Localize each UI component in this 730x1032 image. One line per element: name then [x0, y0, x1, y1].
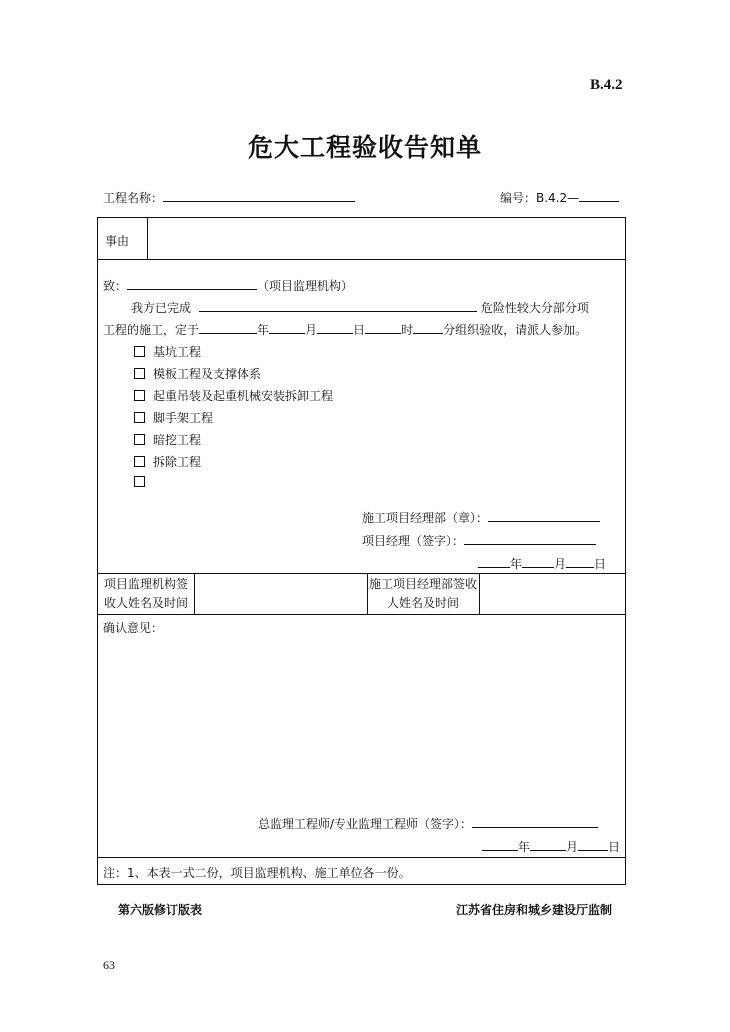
checkbox-item[interactable]	[134, 431, 201, 448]
schedule-row	[103, 321, 587, 338]
schedule-minute-field[interactable]	[413, 321, 443, 334]
schedule-day-field[interactable]	[317, 321, 353, 334]
checkbox[interactable]	[134, 346, 145, 357]
checkbox-label: 模板工程及支撑体系	[153, 367, 262, 381]
manager-sign-row	[362, 532, 596, 549]
confirm-date-year-field[interactable]	[482, 838, 518, 851]
checkbox-label: 暗挖工程	[153, 433, 202, 447]
confirm-date-month-field[interactable]	[530, 838, 566, 851]
row-divider	[97, 857, 626, 858]
footer-issuer: 江苏省住房和城乡建设厅监制	[456, 903, 613, 917]
form-number-field[interactable]	[579, 189, 619, 202]
completed-prefix: 我方已完成	[131, 301, 192, 315]
year-label: 年	[257, 323, 270, 337]
day-label: 日	[353, 323, 366, 337]
construction-receiver-field[interactable]	[483, 577, 621, 610]
row-divider	[97, 614, 626, 615]
construction-receiver-label: 施工项目经理部签收人姓名及时间	[369, 577, 478, 610]
footer-version: 第六版修订版表	[118, 903, 203, 917]
month-label: 月	[566, 840, 579, 854]
minute-suffix: 分组织验收，请派人参加。	[443, 323, 588, 337]
checkbox-item-other[interactable]	[134, 475, 153, 489]
schedule-year-field[interactable]	[199, 321, 257, 334]
manager-sign-field[interactable]	[464, 532, 596, 545]
checkbox-label: 基坑工程	[153, 345, 202, 359]
year-label: 年	[518, 840, 531, 854]
day-label: 日	[594, 557, 607, 571]
day-label: 日	[608, 840, 621, 854]
engineer-sign-label: 总监理工程师/专业监理工程师（签字）：	[258, 817, 473, 831]
column-divider	[479, 573, 480, 614]
checkbox[interactable]	[134, 412, 145, 423]
confirmation-date-row	[482, 838, 620, 855]
confirmation-label: 确认意见：	[103, 621, 164, 635]
form-number-row	[500, 189, 619, 206]
checkbox-item[interactable]	[134, 453, 201, 470]
column-divider	[147, 217, 148, 259]
supervision-receiver-field[interactable]	[198, 577, 363, 610]
completed-suffix: 危险性较大分部分项	[480, 301, 589, 315]
project-name-row	[103, 189, 355, 206]
checkbox-item[interactable]	[134, 343, 201, 360]
checkbox[interactable]	[134, 456, 145, 467]
month-label: 月	[554, 557, 567, 571]
notice-date-day-field[interactable]	[566, 555, 594, 568]
year-label: 年	[510, 557, 523, 571]
engineer-sign-field[interactable]	[472, 815, 598, 828]
matter-label: 事由	[105, 234, 130, 248]
checkbox[interactable]	[134, 368, 145, 379]
project-field[interactable]	[199, 299, 477, 312]
checkbox-item[interactable]	[134, 409, 213, 426]
column-divider	[194, 573, 195, 614]
hour-label: 时	[401, 323, 414, 337]
confirmation-field[interactable]	[103, 638, 618, 803]
matter-field[interactable]	[152, 222, 620, 254]
schedule-hour-field[interactable]	[365, 321, 401, 334]
notice-date-month-field[interactable]	[522, 555, 554, 568]
checkbox[interactable]	[134, 476, 145, 487]
form-number-label: 编号：B.4.2—	[500, 191, 580, 205]
page-number: 63	[103, 958, 115, 972]
notice-date-row	[478, 555, 606, 572]
supervision-org-field[interactable]	[127, 277, 257, 290]
checkbox[interactable]	[134, 434, 145, 445]
to-label: 致：	[103, 279, 128, 293]
confirm-date-day-field[interactable]	[578, 838, 608, 851]
checkbox-item[interactable]	[134, 387, 333, 404]
dept-seal-field[interactable]	[488, 509, 600, 522]
row-divider	[97, 259, 626, 260]
supervision-org-suffix: （项目监理机构）	[257, 279, 354, 293]
checkbox-label: 脚手架工程	[153, 411, 214, 425]
schedule-prefix: 工程的施工，定于	[103, 323, 200, 337]
table-note: 注：1、本表一式二份，项目监理机构、施工单位各一份。	[103, 866, 411, 880]
checkbox[interactable]	[134, 390, 145, 401]
month-label: 月	[305, 323, 318, 337]
row-divider	[97, 573, 626, 574]
column-divider	[367, 573, 368, 614]
to-row	[103, 277, 353, 294]
supervision-receiver-label: 项目监理机构签收人姓名及时间	[103, 577, 188, 610]
notice-date-year-field[interactable]	[478, 555, 510, 568]
project-name-label: 工程名称：	[103, 191, 164, 205]
form-title: 危大工程验收告知单	[247, 133, 482, 162]
form-code: B.4.2	[590, 77, 623, 93]
checkbox-item[interactable]	[134, 365, 261, 382]
project-name-field[interactable]	[163, 189, 355, 202]
checkbox-label: 拆除工程	[153, 455, 202, 469]
schedule-month-field[interactable]	[269, 321, 305, 334]
manager-sign-label: 项目经理（签字）：	[362, 534, 465, 548]
engineer-sign-row	[258, 815, 598, 832]
dept-seal-label: 施工项目经理部（章）：	[362, 511, 489, 525]
completed-row	[131, 299, 589, 316]
dept-seal-row	[362, 509, 600, 526]
checkbox-label: 起重吊装及起重机械安装拆卸工程	[153, 389, 334, 403]
